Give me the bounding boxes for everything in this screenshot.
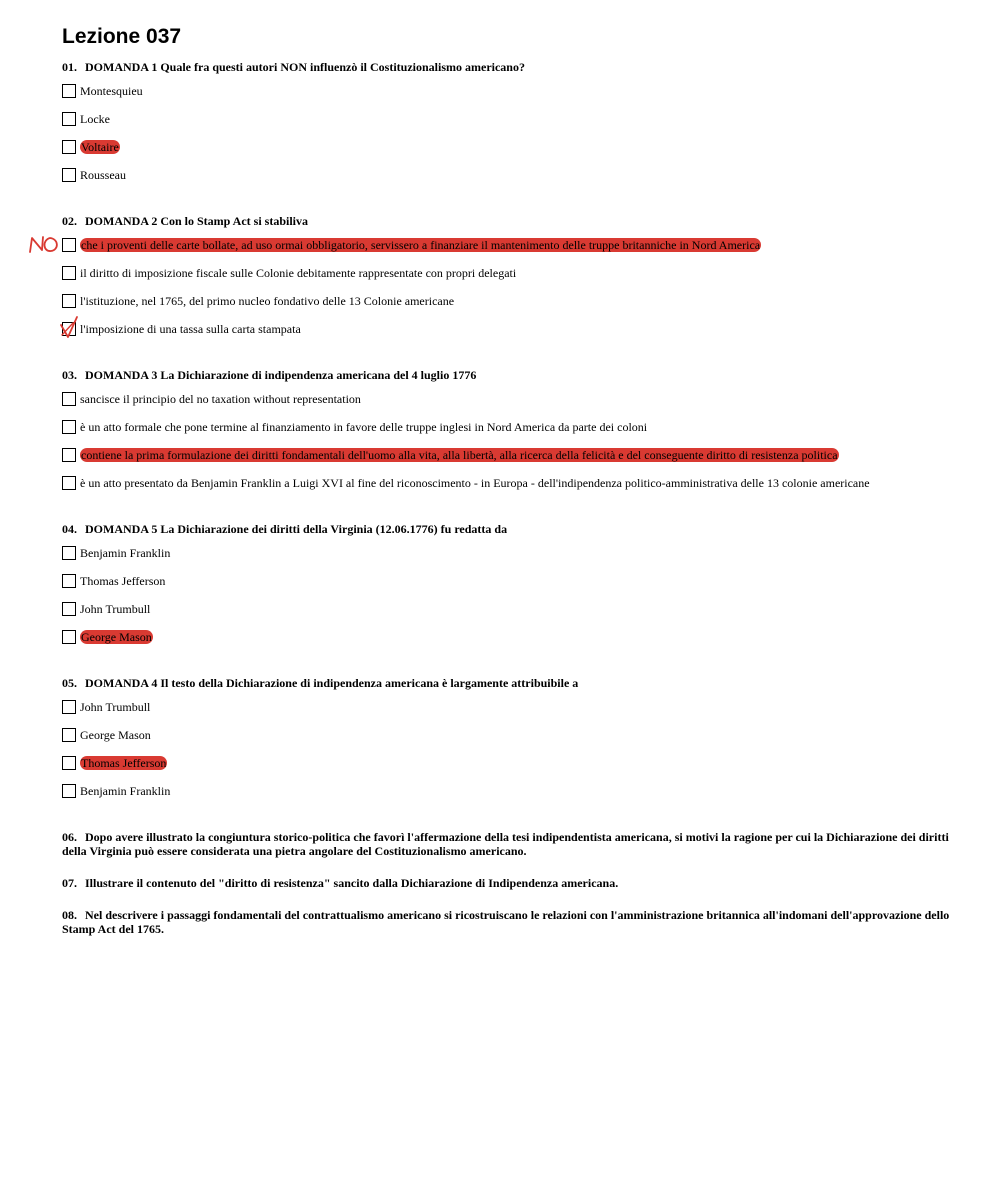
- checkbox[interactable]: [62, 266, 76, 280]
- question-6: [62, 830, 962, 858]
- option-trumbull: John Trumbull: [62, 602, 962, 630]
- highlighted-answer: Thomas Jefferson: [81, 756, 167, 770]
- highlighted-answer: George Mason: [81, 630, 152, 644]
- checkbox[interactable]: [62, 700, 76, 714]
- question-2-options: [62, 238, 962, 350]
- question-4-options: [62, 546, 962, 658]
- question-1: [62, 60, 962, 196]
- question-3: [62, 368, 962, 504]
- checkbox[interactable]: [62, 294, 76, 308]
- question-2: [62, 214, 962, 350]
- question-6-text: 06. Dopo avere illustrato la congiuntura storico-politica che favorì l'affermazione della tesi indipendentista americana, si motivi la ragione per cui la Dichiarazione dei diritti della Virginia può essere considerata una pietra angolare del Costituzionalismo americano.: [62, 830, 949, 858]
- option-istituzione: l'istituzione, nel 1765, del primo nucleo fondativo delle 13 Colonie americane: [62, 294, 962, 322]
- question-5-text: 05. DOMANDA 4 Il testo della Dichiarazione di indipendenza americana è largamente attribuibile a: [62, 676, 579, 690]
- checkbox-checked[interactable]: [62, 322, 76, 336]
- checkbox[interactable]: [62, 574, 76, 588]
- option-diritti-fondamentali: [62, 448, 962, 476]
- question-8-text: 08. Nel descrivere i passaggi fondamentali del contrattualismo americano si ricostruiscano le relazioni con l'amministrazione britannica all'indomani dell'approvazione dello Stamp Act del 1765.: [62, 908, 950, 936]
- question-4-text: 04. DOMANDA 5 La Dichiarazione dei diritti della Virginia (12.06.1776) fu redatta da: [62, 522, 508, 536]
- question-2-text: 02. DOMANDA 2 Con lo Stamp Act si stabiliva: [62, 214, 309, 228]
- question-7-text: 07. Illustrare il contenuto del "diritto di resistenza" sancito dalla Dichiarazione di Indipendenza americana.: [62, 876, 619, 890]
- option-jefferson: [62, 756, 962, 784]
- question-3-text: 03. DOMANDA 3 La Dichiarazione di indipendenza americana del 4 luglio 1776: [62, 368, 477, 382]
- checkbox[interactable]: [62, 112, 76, 126]
- checkbox[interactable]: [62, 728, 76, 742]
- document-page: [62, 24, 962, 954]
- option-franklin-luigi: è un atto presentato da Benjamin Franklin a Luigi XVI al fine del riconoscimento - in Europa - dell'indipendenza politico-amministrativa delle 13 colonie americane: [62, 476, 962, 504]
- checkbox[interactable]: [62, 392, 76, 406]
- option-tassa-carta: l'imposizione di una tassa sulla carta stampata: [62, 322, 962, 350]
- question-8: [62, 908, 962, 936]
- checkbox[interactable]: [62, 602, 76, 616]
- handwritten-no-mark: [28, 232, 62, 256]
- handwritten-check-icon: [59, 315, 81, 339]
- checkbox[interactable]: [62, 168, 76, 182]
- option-franklin: Benjamin Franklin: [62, 784, 962, 812]
- option-no-taxation: sancisce il principio del no taxation without representation: [62, 392, 962, 420]
- highlighted-answer: Voltaire: [81, 140, 119, 154]
- checkbox[interactable]: [62, 756, 76, 770]
- option-mason: [62, 630, 962, 658]
- question-7: [62, 876, 962, 890]
- option-trumbull: John Trumbull: [62, 700, 962, 728]
- question-5: [62, 676, 962, 812]
- option-atto-formale: è un atto formale che pone termine al finanziamento in favore delle truppe inglesi in Nord America da parte dei coloni: [62, 420, 962, 448]
- checkbox[interactable]: [62, 140, 76, 154]
- question-4: [62, 522, 962, 658]
- checkbox[interactable]: [62, 238, 76, 252]
- option-diritto-imposizione: il diritto di imposizione fiscale sulle Colonie debitamente rappresentate con propri delegati: [62, 266, 962, 294]
- option-locke: Locke: [62, 112, 962, 140]
- option-franklin: Benjamin Franklin: [62, 546, 962, 574]
- highlighted-answer: contiene la prima formulazione dei diritti fondamentali dell'uomo alla vita, alla libertà, alla ricerca della felicità e del conseguente diritto di resistenza politica: [81, 448, 838, 462]
- checkbox[interactable]: [62, 784, 76, 798]
- checkbox[interactable]: [62, 448, 76, 462]
- option-proventi: [62, 238, 962, 266]
- checkbox[interactable]: [62, 630, 76, 644]
- question-1-options: [62, 84, 962, 196]
- option-jefferson: Thomas Jefferson: [62, 574, 962, 602]
- question-1-text: 01. DOMANDA 1 Quale fra questi autori NON influenzò il Costituzionalismo americano?: [62, 60, 525, 74]
- checkbox[interactable]: [62, 420, 76, 434]
- checkbox[interactable]: [62, 546, 76, 560]
- checkbox[interactable]: [62, 476, 76, 490]
- highlighted-answer: che i proventi delle carte bollate, ad uso ormai obbligatorio, servissero a finanziare il mantenimento delle truppe britanniche in Nord America: [81, 238, 761, 252]
- question-5-options: [62, 700, 962, 812]
- option-voltaire: [62, 140, 962, 168]
- option-montesquieu: Montesquieu: [62, 84, 962, 112]
- page-title: Lezione 037: [62, 25, 182, 48]
- question-3-options: [62, 392, 962, 504]
- option-mason: George Mason: [62, 728, 962, 756]
- checkbox[interactable]: [62, 84, 76, 98]
- option-rousseau: Rousseau: [62, 168, 962, 196]
